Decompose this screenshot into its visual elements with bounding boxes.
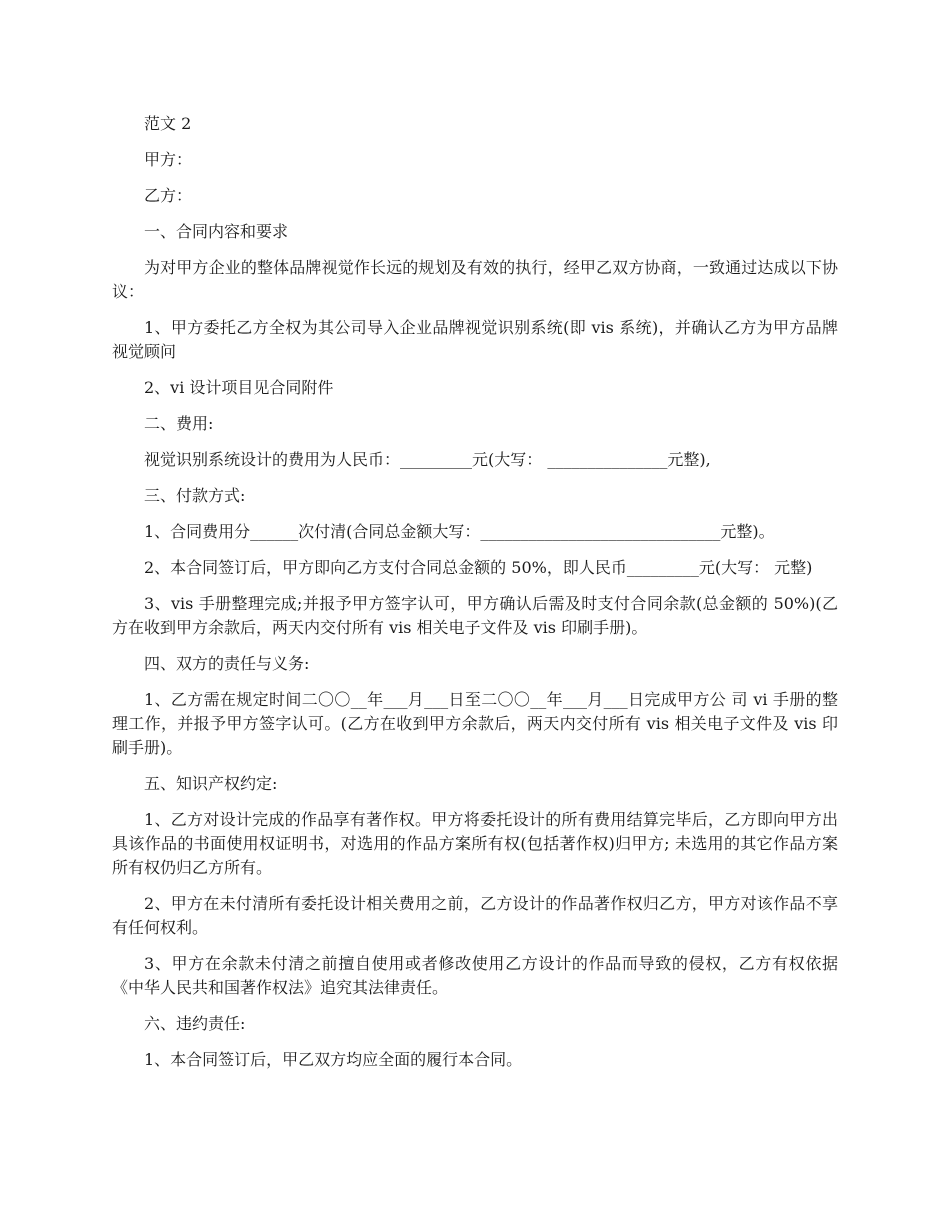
clause-6-1: 1、本合同签订后，甲乙双方均应全面的履行本合同。 (144, 1050, 523, 1069)
clause-5-1: 1、乙方对设计完成的作品享有著作权。甲方将委托设计的所有费用结算完毕后，乙方即向甲方出具该作品的书面使用权证明书，对选用的作品方案所有权(包括著作权)归甲方; 未选用的其它作品方案所有权仍归乙方所有。 (112, 810, 838, 877)
clause-1-1: 1、甲方委托乙方全权为其公司导入企业品牌视觉识别系统(即 vis 系统)，并确认乙方为甲方品牌视觉顾问 (112, 318, 838, 361)
party-a-line: 甲方： (144, 150, 193, 169)
section-heading-responsibilities: 四、双方的责任与义务: (144, 654, 310, 673)
section-heading-fees: 二、费用: (144, 414, 214, 433)
heading-sample-number: 范文 2 (144, 114, 192, 133)
clause-5-3: 3、甲方在余款未付清之前擅自使用或者修改使用乙方设计的作品而导致的侵权，乙方有权依据《中华人民共和国著作权法》追究其法律责任。 (112, 954, 838, 997)
section-heading-ip: 五、知识产权约定: (144, 774, 278, 793)
paragraph-fee-amount: 视觉识别系统设计的费用为人民币：_________元(大写： _______________元整), (144, 450, 711, 469)
paragraph-intro: 为对甲方企业的整体品牌视觉作长远的规划及有效的执行，经甲乙双方协商，一致通过达成以下协议： (112, 258, 838, 301)
clause-1-2: 2、vi 设计项目见合同附件 (144, 378, 334, 397)
party-b-line: 乙方： (144, 186, 193, 205)
clause-3-3: 3、vis 手册整理完成;并报予甲方签字认可，甲方确认后需及时支付合同余款(总金额的 50%)(乙方在收到甲方余款后，两天内交付所有 vis 相关电子文件及 vis 印刷手册)。 (112, 594, 838, 637)
section-heading-breach: 六、违约责任: (144, 1014, 246, 1033)
clause-3-1: 1、合同费用分______次付清(合同总金额大写：______________________________元整)。 (144, 522, 775, 541)
document-body (112, 112, 838, 1072)
clause-4-1: 1、乙方需在规定时间二〇〇__年___月___日至二〇〇__年___月___日完成甲方公 司 vi 手册的整理工作，并报予甲方签字认可。(乙方在收到甲方余款后，两天内交付所有 vis 相关电子文件及 vis 印刷手册)。 (112, 690, 838, 757)
clause-5-2: 2、甲方在未付清所有委托设计相关费用之前，乙方设计的作品著作权归乙方，甲方对该作品不享有任何权利。 (112, 894, 838, 937)
section-heading-payment: 三、付款方式: (144, 486, 246, 505)
clause-3-2: 2、本合同签订后，甲方即向乙方支付合同总金额的 50%，即人民币_________元(大写： 元整) (144, 558, 813, 577)
section-heading-contents: 一、合同内容和要求 (144, 222, 289, 241)
